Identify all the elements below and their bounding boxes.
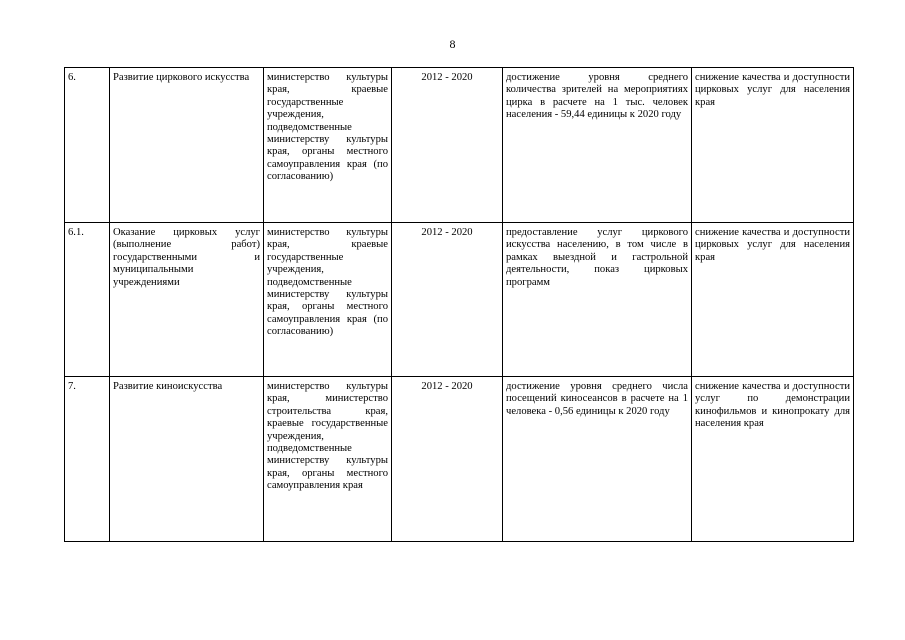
measure-name-cell: Развитие киноискусства <box>110 377 264 542</box>
table-row <box>65 223 854 377</box>
row-number-cell: 6.1. <box>65 223 110 377</box>
consequences-cell: снижение качества и доступности услуг по демонстрации кинофильмов и кинопрокату для населения края <box>692 377 854 542</box>
term-cell: 2012 - 2020 <box>392 223 503 377</box>
row-number-cell: 6. <box>65 68 110 223</box>
executors-cell: министерство культуры края, министерство строительства края, краевые государственные учреждения, подведомственные министерству культуры края, органы местного самоуправления края <box>264 377 392 542</box>
term-cell: 2012 - 2020 <box>392 68 503 223</box>
consequences-cell: снижение качества и доступности цирковых услуг для населения края <box>692 223 854 377</box>
expected-result-cell: достижение уровня среднего числа посещений киносеансов в расчете на 1 человека - 0,56 единицы к 2020 году <box>503 377 692 542</box>
page-number: 8 <box>449 37 456 51</box>
consequences-cell: снижение качества и доступности цирковых услуг для населения края <box>692 68 854 223</box>
expected-result-cell: достижение уровня среднего количества зрителей на мероприятиях цирка в расчете на 1 тыс. человек населения - 59,44 единицы к 2020 году <box>503 68 692 223</box>
program-measures-table <box>64 67 854 542</box>
executors-cell: министерство культуры края, краевые государственные учреждения, подведомственные министерству культуры края, органы местного самоуправления края (по согласованию) <box>264 68 392 223</box>
table-row <box>65 377 854 542</box>
measure-name-cell: Развитие циркового искусства <box>110 68 264 223</box>
measure-name-cell: Оказание цирковых услуг (выполнение работ) государственными и муниципальными учреждениями <box>110 223 264 377</box>
row-number-cell: 7. <box>65 377 110 542</box>
term-cell: 2012 - 2020 <box>392 377 503 542</box>
table-row <box>65 68 854 223</box>
expected-result-cell: предоставление услуг циркового искусства населению, в том числе в рамках выездной и гастрольной деятельности, показ цирковых программ <box>503 223 692 377</box>
executors-cell: министерство культуры края, краевые государственные учреждения, подведомственные министерству культуры края, органы местного самоуправления края (по согласованию) <box>264 223 392 377</box>
